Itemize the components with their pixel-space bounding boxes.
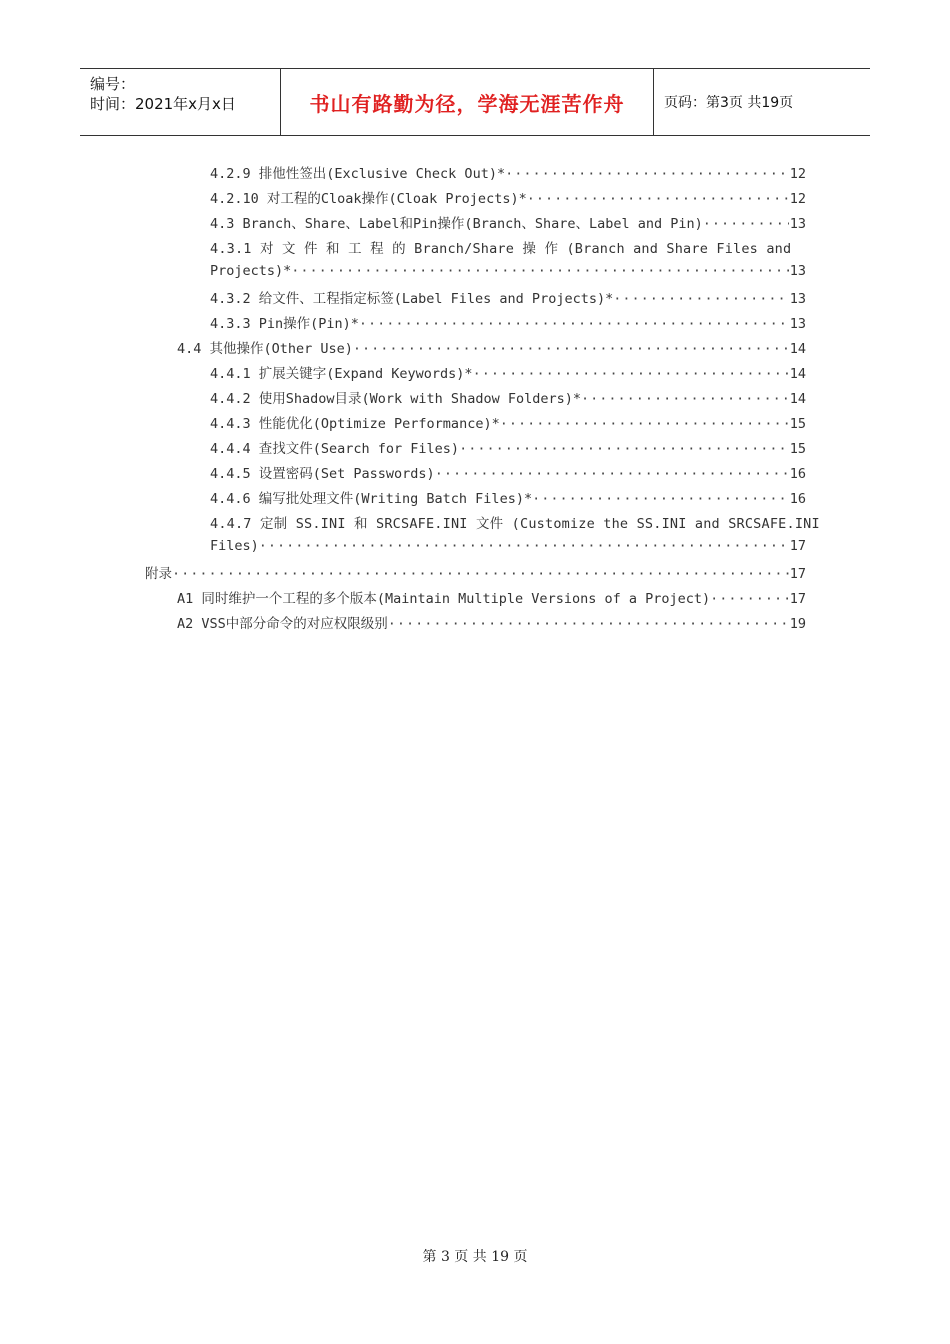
toc-entry-title: 4.4 其他操作(Other Use) [177,341,353,357]
toc-entry-page: 13 [789,316,806,332]
toc-entry-title: 4.2.10 对工程的Cloak操作(Cloak Projects)* [210,191,527,207]
toc-leader [172,566,789,582]
toc-leader [532,491,789,507]
toc-entry-page: 17 [789,538,806,554]
toc-entry-page: 17 [789,566,806,582]
toc-entry[interactable] [210,412,806,432]
toc-entry-title: 4.3.2 给文件、工程指定标签(Label Files and Projects)* [210,291,614,307]
toc-entry-title: 4.4.5 设置密码(Set Passwords) [210,466,435,482]
toc-leader [353,341,789,357]
toc-leader [613,291,789,307]
toc-leader [500,416,789,432]
toc-entry-page: 13 [789,216,806,232]
toc-entry[interactable] [210,212,806,232]
toc-leader [291,263,788,279]
toc-entry[interactable] [210,237,806,279]
toc-entry-page: 15 [789,416,806,432]
toc-entry-title: 4.2.9 排他性签出(Exclusive Check Out)* [210,166,506,182]
toc-entry[interactable] [210,487,806,507]
toc-entry-title: 4.4.2 使用Shadow目录(Work with Shadow Folders)* [210,391,581,407]
toc-entry-title-line1: 4.4.7 定制 SS.INI 和 SRCSAFE.INI 文件 (Customize the SS.INI and SRCSAFE.INI [210,516,820,532]
toc-leader [473,366,789,382]
toc-entry[interactable] [210,162,806,182]
toc-entry-page: 19 [789,616,806,632]
toc-entry-page: 14 [789,341,806,357]
toc-entry-title: 4.4.3 性能优化(Optimize Performance)* [210,416,500,432]
toc-entry-page: 15 [789,441,806,457]
toc-entry-title: Projects)* [210,263,292,279]
toc-entry-page: 12 [789,191,806,207]
toc-entry-title: 附录 [145,566,172,582]
toc-entry[interactable] [177,587,806,607]
header-page-info: 页码：第3页 共19页 [664,95,794,111]
toc-leader [581,391,789,407]
toc-entry-title: 4.4.6 编写批处理文件(Writing Batch Files)* [210,491,533,507]
toc-entry[interactable] [145,562,806,582]
toc-entry[interactable] [210,512,820,554]
toc-entry-title-line1: 4.3.1 对 文 件 和 工 程 的 Branch/Share 操 作 (Branch and Share Files and [210,241,792,257]
toc-entry[interactable] [210,362,806,382]
toc-entry[interactable] [210,437,806,457]
toc-entry-page: 16 [789,491,806,507]
page-footer [0,1246,950,1266]
toc-leader [710,591,789,607]
toc-entry-title: A2 VSS中部分命令的对应权限级别 [177,616,388,632]
toc-leader [259,538,789,554]
toc-leader [359,316,789,332]
toc-entry-page: 16 [789,466,806,482]
toc-entry-title: 4.3.3 Pin操作(Pin)* [210,316,359,332]
toc-entry[interactable] [177,337,806,357]
toc-entry-page: 12 [789,166,806,182]
toc-leader [505,166,789,182]
header-meta-cell [80,69,281,135]
toc-entry[interactable] [177,612,806,632]
toc-entry[interactable] [210,187,806,207]
toc-entry-title: 4.4.4 查找文件(Search for Files) [210,441,460,457]
footer-page-number: 第 3 页 共 19 页 [422,1249,528,1265]
document-number-label: 编号： [90,75,136,93]
page-header [80,68,870,136]
document-time-label: 时间：2021年x月x日 [90,95,236,113]
toc-entry[interactable] [210,462,806,482]
toc-entry-page: 13 [789,263,806,279]
toc-entry-page: 14 [789,366,806,382]
toc-entry-page: 17 [789,591,806,607]
toc-entry-title: 4.4.1 扩展关键字(Expand Keywords)* [210,366,473,382]
toc-leader [703,216,789,232]
toc-entry[interactable] [210,287,806,307]
toc-leader [435,466,789,482]
toc-entry[interactable] [210,312,806,332]
toc-leader [459,441,789,457]
header-page-cell [654,69,870,135]
toc-entry[interactable] [210,387,806,407]
header-motto-cell [281,69,654,135]
toc-entry-page: 14 [789,391,806,407]
toc-entry-title: A1 同时维护一个工程的多个版本(Maintain Multiple Versions of a Project) [177,591,711,607]
toc-leader [388,616,789,632]
toc-entry-title: 4.3 Branch、Share、Label和Pin操作(Branch、Share、Label and Pin) [210,216,703,232]
toc-entry-page: 13 [789,291,806,307]
header-motto: 书山有路勤为径，学海无涯苦作舟 [309,91,625,116]
toc-entry-title: Files) [210,538,259,554]
toc-leader [527,191,789,207]
